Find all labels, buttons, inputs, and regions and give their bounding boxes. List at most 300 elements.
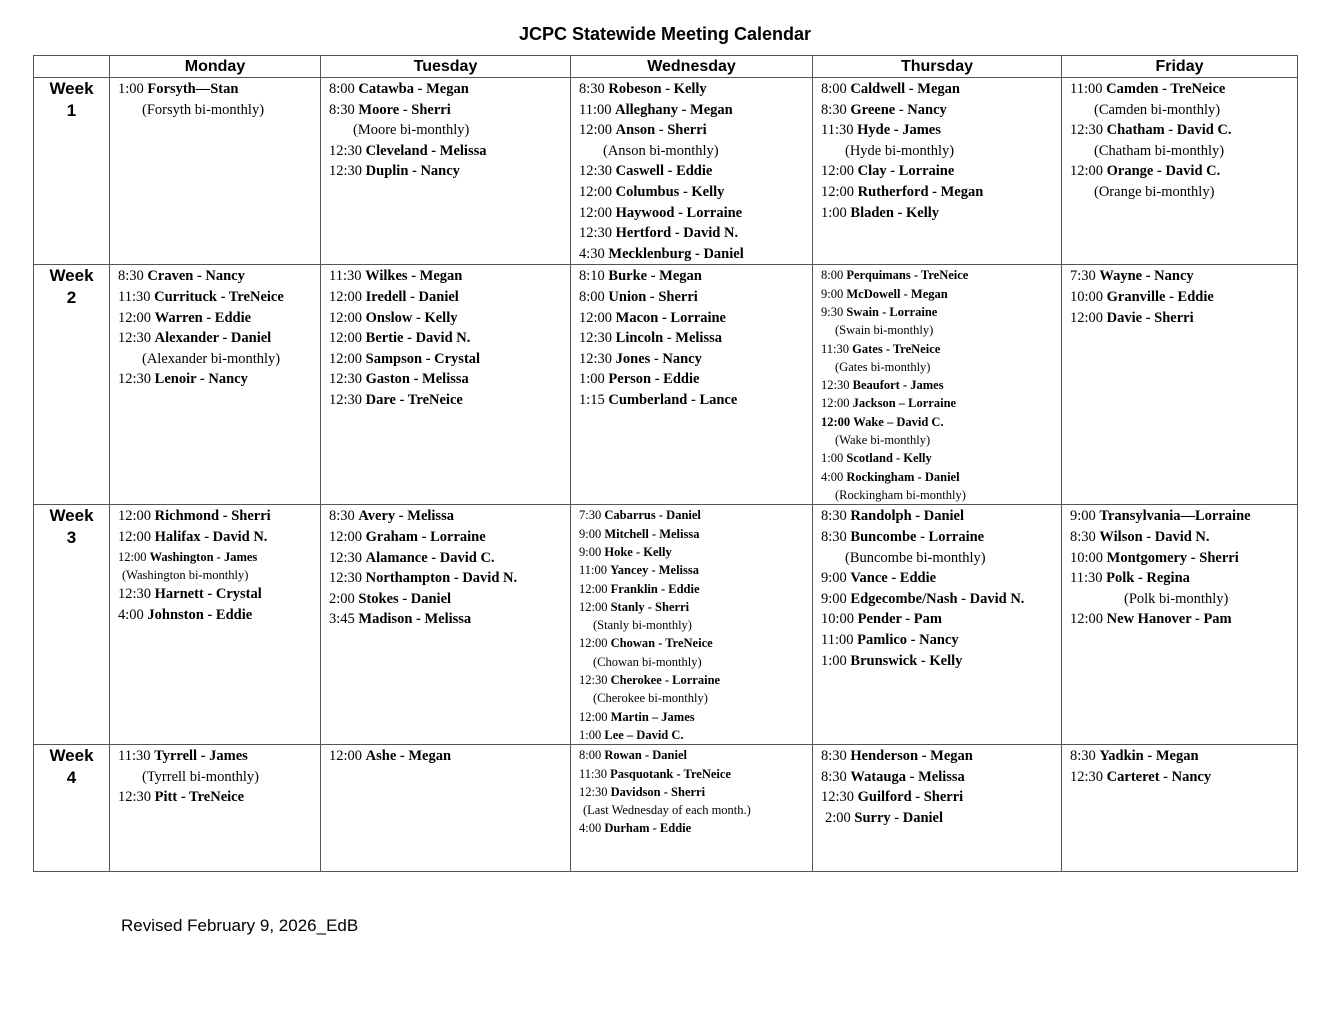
- meeting-time: 9:00: [579, 526, 602, 541]
- meeting-entry: [1070, 767, 1293, 788]
- meeting-time: 12:30: [579, 784, 608, 799]
- meeting-county-contact: Lee – David C.: [604, 727, 684, 742]
- meeting-entry: [821, 506, 1057, 527]
- meeting-entry: [821, 568, 1057, 589]
- meeting-note: (Swain bi-monthly): [835, 323, 934, 338]
- meeting-county-contact: Franklin - Eddie: [610, 581, 700, 596]
- meeting-entry: [579, 223, 808, 244]
- day-cell-wednesday: [571, 78, 813, 265]
- meeting-entry: [579, 561, 808, 579]
- meeting-time: 1:00: [579, 727, 602, 742]
- meeting-entry: [579, 349, 808, 370]
- meeting-county-contact: Granville - Eddie: [1106, 288, 1214, 305]
- meeting-county-contact: Hoke - Kelly: [604, 544, 672, 559]
- day-header-thursday: Thursday: [813, 56, 1062, 78]
- day-cell-tuesday: [321, 745, 571, 872]
- meeting-county-contact: Cleveland - Melissa: [365, 142, 487, 159]
- meeting-county-contact: Iredell - Daniel: [365, 288, 459, 305]
- meeting-time: 12:00: [579, 204, 613, 221]
- meeting-time: 8:30: [1070, 528, 1096, 545]
- meeting-county-contact: Wayne - Nancy: [1099, 268, 1194, 285]
- meeting-time: 12:00: [329, 288, 363, 305]
- corner-cell: [34, 56, 110, 78]
- meeting-time: 1:00: [821, 652, 847, 669]
- meeting-county-contact: McDowell - Megan: [846, 286, 948, 301]
- meeting-entry: [579, 328, 808, 349]
- day-cell-monday: [110, 78, 321, 265]
- meeting-time: 9:00: [821, 570, 847, 587]
- meeting-entry: [821, 589, 1057, 610]
- meeting-time: 11:30: [821, 341, 850, 356]
- meeting-note: (Gates bi-monthly): [835, 359, 931, 374]
- meeting-time: 12:00: [821, 163, 855, 180]
- meeting-entry: [579, 598, 808, 616]
- day-header-monday: Monday: [110, 56, 321, 78]
- meeting-county-contact: Mecklenburg - Daniel: [608, 245, 744, 262]
- meeting-entry: [821, 285, 1057, 303]
- meeting-entry: [579, 308, 808, 329]
- meeting-entry: [821, 468, 1057, 486]
- meeting-county-contact: Buncombe - Lorraine: [850, 528, 985, 545]
- week-row: [34, 745, 1298, 872]
- meeting-county-contact: Hyde - James: [857, 122, 941, 139]
- day-cell-monday: [110, 265, 321, 505]
- day-cell-friday: [1062, 505, 1298, 745]
- meeting-time: 12:30: [329, 549, 363, 566]
- meeting-note: (Buncombe bi-monthly): [845, 549, 986, 566]
- meeting-county-contact: Ashe - Megan: [365, 748, 452, 765]
- meeting-county-contact: Avery - Melissa: [358, 508, 454, 525]
- meeting-time: 12:30: [118, 586, 152, 603]
- meeting-time: 12:00: [118, 549, 147, 564]
- meeting-entry: [579, 369, 808, 390]
- day-cell-friday: [1062, 78, 1298, 265]
- meeting-entry: [579, 708, 808, 726]
- meeting-note: (Forsyth bi-monthly): [142, 101, 265, 118]
- meeting-time: 12:30: [579, 225, 613, 242]
- meeting-county-contact: Graham - Lorraine: [365, 528, 486, 545]
- meeting-time: 8:30: [821, 508, 847, 525]
- meeting-county-contact: Rowan - Daniel: [604, 748, 688, 763]
- meeting-time: 12:00: [579, 599, 608, 614]
- meeting-time: 12:00: [329, 528, 363, 545]
- meeting-county-contact: Burke - Megan: [608, 268, 702, 285]
- meeting-entry: [821, 767, 1057, 788]
- meeting-county-contact: Stokes - Daniel: [358, 590, 452, 607]
- revision-note: Revised February 9, 2026_EdB: [121, 916, 359, 935]
- meeting-county-contact: Alexander - Daniel: [154, 330, 272, 347]
- meeting-time: 9:00: [579, 544, 602, 559]
- meeting-county-contact: Davidson - Sherri: [610, 784, 706, 799]
- meeting-time: 12:30: [1070, 122, 1104, 139]
- day-cell-thursday: [813, 265, 1062, 505]
- meeting-time: 1:15: [579, 391, 605, 408]
- meeting-county-contact: Rockingham - Daniel: [846, 469, 960, 484]
- meeting-county-contact: Caldwell - Megan: [850, 81, 960, 97]
- meeting-entry: [821, 203, 1057, 224]
- meeting-entry: [118, 328, 316, 349]
- meeting-time: 9:00: [821, 590, 847, 607]
- meeting-time: 11:00: [579, 563, 608, 578]
- meeting-note: (Moore bi-monthly): [353, 122, 470, 139]
- meeting-time: 9:00: [1070, 508, 1096, 525]
- meeting-time: 3:45: [329, 611, 355, 628]
- day-cell-monday: [110, 745, 321, 872]
- meeting-entry: [329, 308, 566, 329]
- meeting-time: 12:00: [579, 581, 608, 596]
- meeting-time: 12:00: [1070, 309, 1104, 326]
- meeting-entry: [821, 182, 1057, 203]
- meeting-entry: [579, 161, 808, 182]
- meeting-county-contact: Mitchell - Melissa: [604, 526, 700, 541]
- meeting-entry: [118, 787, 316, 808]
- meeting-note: (Last Wednesday of each month.): [583, 803, 751, 818]
- meeting-time: 11:00: [579, 101, 612, 118]
- meeting-county-contact: Sampson - Crystal: [365, 350, 481, 367]
- meeting-entry: [821, 100, 1057, 121]
- meeting-time: 8:30: [821, 528, 847, 545]
- meeting-county-contact: Bertie - David N.: [365, 330, 471, 347]
- meeting-county-contact: Henderson - Megan: [850, 748, 973, 765]
- meeting-time: 1:00: [118, 81, 144, 97]
- meeting-county-contact: Davie - Sherri: [1106, 309, 1194, 326]
- meeting-entry: [1070, 120, 1293, 141]
- meeting-county-contact: New Hanover - Pam: [1106, 611, 1232, 628]
- meeting-county-contact: Pasquotank - TreNeice: [610, 766, 731, 781]
- meeting-entry: [579, 525, 808, 543]
- meeting-county-contact: Lenoir - Nancy: [154, 371, 248, 388]
- meeting-entry: [118, 506, 316, 527]
- meeting-entry: [821, 79, 1057, 100]
- meeting-entry: [1070, 548, 1293, 569]
- meeting-county-contact: Transylvania—Lorraine: [1099, 508, 1251, 525]
- week-row: [34, 265, 1298, 505]
- meeting-entry: [821, 746, 1057, 767]
- meeting-time: 8:30: [329, 101, 355, 118]
- meeting-county-contact: Duplin - Nancy: [365, 163, 460, 180]
- meeting-county-contact: Carteret - Nancy: [1106, 768, 1212, 785]
- meeting-county-contact: Montgomery - Sherri: [1106, 549, 1239, 566]
- meeting-county-contact: Gates - TreNeice: [852, 341, 941, 356]
- meeting-county-contact: Alamance - David C.: [365, 549, 495, 566]
- meeting-time: 1:00: [821, 451, 844, 466]
- meeting-note: (Anson bi-monthly): [603, 142, 719, 159]
- meeting-time: 11:30: [821, 122, 854, 139]
- meeting-time: 4:00: [118, 606, 144, 623]
- meeting-time: 1:00: [579, 371, 605, 388]
- day-cell-monday: [110, 505, 321, 745]
- meeting-time: 12:30: [118, 371, 152, 388]
- meeting-entry: [1070, 266, 1293, 287]
- meeting-county-contact: Tyrrell - James: [154, 748, 248, 765]
- meeting-county-contact: Warren - Eddie: [154, 309, 252, 326]
- meeting-time: 8:00: [821, 268, 844, 283]
- meeting-county-contact: Yancey - Melissa: [610, 563, 700, 578]
- meeting-county-contact: Wilson - David N.: [1099, 528, 1210, 545]
- day-cell-wednesday: [571, 265, 813, 505]
- meeting-note: (Hyde bi-monthly): [845, 142, 955, 159]
- meeting-county-contact: Hertford - David N.: [615, 225, 739, 242]
- meeting-entry: [579, 819, 808, 837]
- meeting-entry: [821, 630, 1057, 651]
- meeting-entry: [329, 328, 566, 349]
- meeting-entry: [1070, 527, 1293, 548]
- meeting-note: (Chatham bi-monthly): [1094, 142, 1225, 159]
- meeting-time: 12:00: [1070, 611, 1104, 628]
- meeting-time: 4:00: [821, 469, 844, 484]
- meeting-entry: [821, 651, 1057, 672]
- meeting-county-contact: Columbus - Kelly: [615, 183, 725, 200]
- meeting-time: 8:00: [329, 81, 355, 97]
- meeting-entry: [579, 182, 808, 203]
- meeting-county-contact: Richmond - Sherri: [154, 508, 271, 525]
- meeting-county-contact: Anson - Sherri: [615, 122, 707, 139]
- meeting-entry: [329, 527, 566, 548]
- meeting-county-contact: Durham - Eddie: [604, 821, 692, 836]
- meeting-county-contact: Perquimans - TreNeice: [846, 268, 969, 283]
- meeting-time: 12:30: [579, 673, 608, 688]
- meeting-entry: [579, 506, 808, 524]
- meeting-time: 10:00: [821, 611, 855, 628]
- day-header-friday: Friday: [1062, 56, 1298, 78]
- meeting-entry: [579, 634, 808, 652]
- meeting-entry: [1070, 287, 1293, 308]
- meeting-time: 12:00: [329, 330, 363, 347]
- meeting-county-contact: Forsyth—Stan: [147, 81, 239, 97]
- meeting-county-contact: Caswell - Eddie: [615, 163, 713, 180]
- meeting-entry: [821, 808, 1057, 829]
- meeting-entry: [118, 548, 316, 566]
- meeting-entry: [579, 783, 808, 801]
- meeting-county-contact: Dare - TreNeice: [365, 391, 463, 408]
- meeting-note: (Rockingham bi-monthly): [835, 487, 966, 502]
- meeting-county-contact: Wake – David C.: [853, 414, 944, 429]
- meeting-county-contact: Orange - David C.: [1106, 163, 1221, 180]
- meeting-county-contact: Polk - Regina: [1106, 570, 1190, 587]
- meeting-county-contact: Northampton - David N.: [365, 570, 518, 587]
- meeting-entry: [579, 671, 808, 689]
- meeting-county-contact: Union - Sherri: [608, 288, 698, 305]
- meeting-entry: [118, 369, 316, 390]
- meeting-entry: [821, 394, 1057, 412]
- meeting-time: 8:30: [821, 101, 847, 118]
- meeting-time: 12:00: [821, 183, 855, 200]
- meeting-entry: [329, 369, 566, 390]
- meeting-entry: [118, 79, 316, 100]
- meeting-time: 12:00: [579, 636, 608, 651]
- meeting-time: 11:00: [1070, 81, 1103, 97]
- meeting-time: 8:00: [821, 81, 847, 97]
- meeting-time: 9:30: [821, 304, 844, 319]
- meeting-entry: [118, 266, 316, 287]
- meeting-county-contact: Scotland - Kelly: [846, 451, 932, 466]
- meeting-county-contact: Wilkes - Megan: [365, 268, 463, 285]
- day-cell-wednesday: [571, 745, 813, 872]
- meeting-entry: [329, 349, 566, 370]
- meeting-entry: [821, 609, 1057, 630]
- day-cell-tuesday: [321, 78, 571, 265]
- meeting-time: 8:30: [329, 508, 355, 525]
- meeting-time: 12:30: [118, 330, 152, 347]
- meeting-time: 11:30: [1070, 570, 1103, 587]
- meeting-entry: [821, 161, 1057, 182]
- meeting-county-contact: Yadkin - Megan: [1099, 748, 1199, 765]
- meeting-time: 12:00: [579, 309, 613, 326]
- meeting-county-contact: Cabarrus - Daniel: [604, 508, 701, 523]
- meeting-entry: [579, 203, 808, 224]
- meeting-entry: [118, 527, 316, 548]
- meeting-entry: [579, 244, 808, 265]
- meeting-entry: [329, 100, 566, 121]
- meeting-entry: [821, 266, 1057, 284]
- meeting-time: 12:30: [329, 371, 363, 388]
- meeting-time: 8:00: [579, 748, 602, 763]
- meeting-entry: [579, 266, 808, 287]
- meeting-time: 11:30: [579, 766, 608, 781]
- meeting-entry: [579, 543, 808, 561]
- meeting-time: 12:30: [329, 391, 363, 408]
- meeting-county-contact: Vance - Eddie: [850, 570, 937, 587]
- meeting-entry: [118, 584, 316, 605]
- meeting-entry: [579, 765, 808, 783]
- day-cell-thursday: [813, 78, 1062, 265]
- day-cell-tuesday: [321, 505, 571, 745]
- meeting-county-contact: Cumberland - Lance: [608, 391, 738, 408]
- meeting-county-contact: Johnston - Eddie: [147, 606, 253, 623]
- meeting-time: 12:00: [118, 508, 152, 525]
- meeting-time: 1:00: [821, 204, 847, 221]
- meeting-entry: [118, 746, 316, 767]
- day-cell-friday: [1062, 265, 1298, 505]
- meeting-time: 9:00: [821, 286, 844, 301]
- meeting-time: 12:30: [821, 789, 855, 806]
- week-row: [34, 78, 1298, 265]
- meeting-county-contact: Pitt - TreNeice: [154, 789, 245, 806]
- meeting-entry: [1070, 568, 1293, 589]
- meeting-time: 2:00: [329, 590, 355, 607]
- meeting-county-contact: Pender - Pam: [857, 611, 942, 628]
- meeting-time: 7:30: [579, 508, 602, 523]
- day-header-tuesday: Tuesday: [321, 56, 571, 78]
- meeting-county-contact: Washington - James: [149, 549, 258, 564]
- meeting-note: (Stanly bi-monthly): [593, 618, 692, 633]
- meeting-entry: [329, 287, 566, 308]
- meeting-county-contact: Lincoln - Melissa: [615, 330, 722, 347]
- meeting-entry: [821, 340, 1057, 358]
- page-title: JCPC Statewide Meeting Calendar: [518, 24, 812, 44]
- meeting-note: (Wake bi-monthly): [835, 433, 931, 448]
- meeting-time: 12:30: [1070, 768, 1104, 785]
- meeting-note: (Washington bi-monthly): [122, 567, 249, 582]
- meeting-entry: [1070, 161, 1293, 182]
- meeting-county-contact: Chowan - TreNeice: [610, 636, 713, 651]
- day-header-row: [34, 56, 1298, 78]
- meeting-county-contact: Moore - Sherri: [358, 101, 451, 118]
- meeting-time: 12:30: [329, 142, 363, 159]
- meeting-time: 12:00: [821, 396, 850, 411]
- meeting-county-contact: Clay - Lorraine: [857, 163, 955, 180]
- meeting-county-contact: Madison - Melissa: [358, 611, 472, 628]
- meeting-time: 11:30: [118, 748, 151, 765]
- meeting-time: 11:30: [118, 288, 151, 305]
- meeting-entry: [821, 376, 1057, 394]
- meeting-county-contact: Person - Eddie: [608, 371, 700, 388]
- meeting-time: 7:30: [1070, 268, 1096, 285]
- meeting-county-contact: Randolph - Daniel: [850, 508, 965, 525]
- meeting-entry: [329, 79, 566, 100]
- meeting-county-contact: Guilford - Sherri: [857, 789, 964, 806]
- meeting-note: (Chowan bi-monthly): [593, 654, 702, 669]
- meeting-time: 12:00: [821, 414, 851, 429]
- meeting-entry: [329, 161, 566, 182]
- meeting-time: 8:00: [579, 288, 605, 305]
- meeting-entry: [329, 609, 566, 630]
- meeting-entry: [579, 746, 808, 764]
- day-cell-wednesday: [571, 505, 813, 745]
- meeting-time: 12:30: [579, 330, 613, 347]
- meeting-entry: [118, 605, 316, 626]
- meeting-time: 2:00: [825, 809, 851, 826]
- meeting-time: 8:30: [579, 81, 605, 97]
- meeting-time: 10:00: [1070, 288, 1104, 305]
- meeting-time: 8:10: [579, 268, 605, 285]
- meeting-time: 11:30: [329, 268, 362, 285]
- meeting-time: 12:00: [329, 748, 363, 765]
- meeting-time: 12:00: [1070, 163, 1104, 180]
- meeting-entry: [579, 580, 808, 598]
- meeting-county-contact: Rutherford - Megan: [857, 183, 984, 200]
- meeting-county-contact: Swain - Lorraine: [846, 304, 938, 319]
- meeting-county-contact: Edgecombe/Nash - David N.: [850, 590, 1025, 607]
- meeting-county-contact: Alleghany - Megan: [615, 101, 733, 118]
- meeting-county-contact: Pamlico - Nancy: [857, 631, 959, 648]
- meeting-time: 12:00: [579, 709, 608, 724]
- meeting-county-contact: Greene - Nancy: [850, 101, 947, 118]
- meeting-time: 4:30: [579, 245, 605, 262]
- day-header-wednesday: Wednesday: [571, 56, 813, 78]
- meeting-time: 8:30: [821, 748, 847, 765]
- meeting-county-contact: Robeson - Kelly: [608, 81, 707, 97]
- meeting-county-contact: Macon - Lorraine: [615, 309, 726, 326]
- week-label: Week 1: [34, 78, 110, 265]
- meeting-entry: [1070, 609, 1293, 630]
- meeting-entry: [821, 527, 1057, 548]
- meeting-time: 12:30: [579, 163, 613, 180]
- meeting-entry: [579, 79, 808, 100]
- meeting-county-contact: Onslow - Kelly: [365, 309, 458, 326]
- meeting-time: 8:30: [118, 268, 144, 285]
- meeting-time: 8:30: [1070, 748, 1096, 765]
- week-label: Week 4: [34, 745, 110, 872]
- meeting-county-contact: Stanly - Sherri: [610, 599, 690, 614]
- meeting-time: 12:30: [329, 570, 363, 587]
- meeting-entry: [579, 726, 808, 744]
- meeting-entry: [118, 287, 316, 308]
- meeting-time: 12:00: [118, 528, 152, 545]
- meeting-entry: [329, 266, 566, 287]
- meeting-time: 8:30: [821, 768, 847, 785]
- meeting-entry: [821, 303, 1057, 321]
- meeting-entry: [1070, 308, 1293, 329]
- meeting-county-contact: Craven - Nancy: [147, 268, 245, 285]
- day-cell-friday: [1062, 745, 1298, 872]
- meeting-time: 12:30: [579, 350, 613, 367]
- day-cell-tuesday: [321, 265, 571, 505]
- day-cell-thursday: [813, 745, 1062, 872]
- meeting-time: 12:30: [329, 163, 363, 180]
- meeting-entry: [579, 120, 808, 141]
- meeting-entry: [1070, 746, 1293, 767]
